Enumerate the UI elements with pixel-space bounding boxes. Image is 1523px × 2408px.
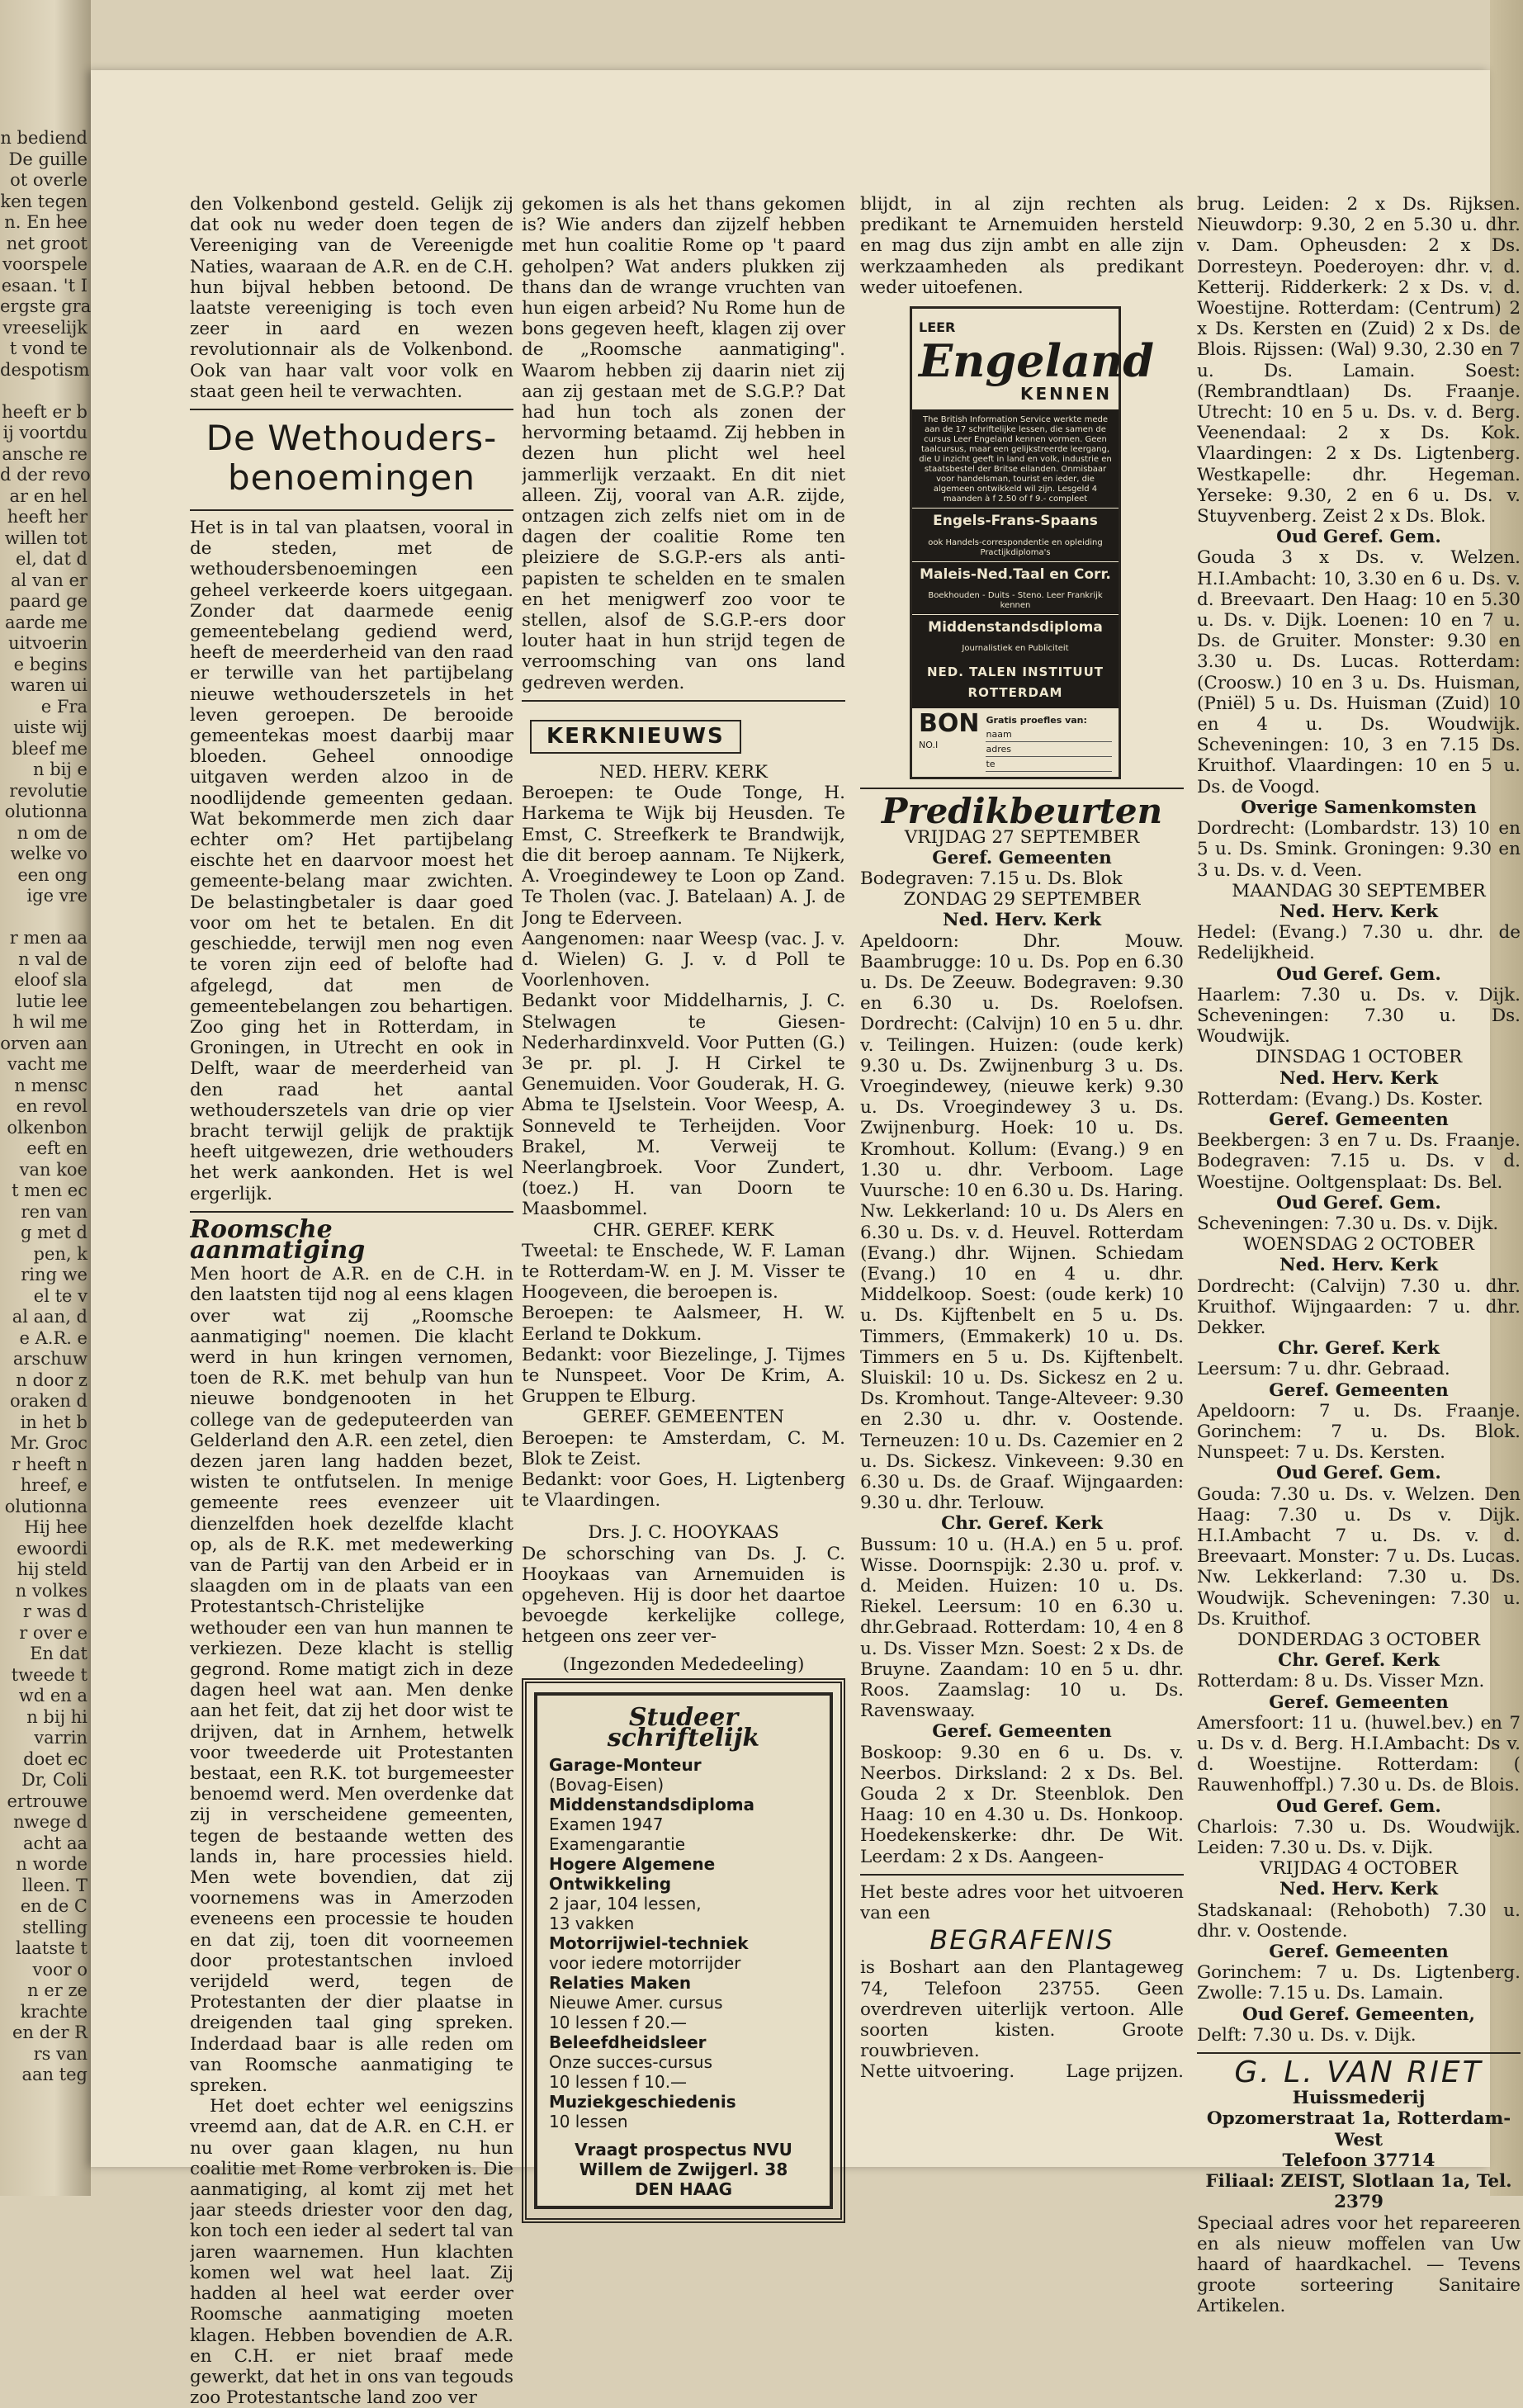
fragment-line: ij voortdu <box>2 423 88 442</box>
fragment-line: despotism <box>0 359 90 380</box>
ingezonden-label: (Ingezonden Mededeeling) <box>562 1653 805 1675</box>
fragment-line: varrin <box>34 1728 88 1748</box>
fragment-line: Hij hee <box>24 1517 88 1537</box>
schedule-heading: DINSDAG 1 OCTOBER <box>1255 1047 1463 1068</box>
schedule-heading: Geref. Gemeenten <box>1269 1109 1449 1130</box>
fragment-line: n volkes <box>15 1580 88 1601</box>
fragment-line: ren van <box>21 1201 88 1222</box>
fragment-line: uiste wij <box>13 717 88 737</box>
eng-coupon-left <box>919 709 980 772</box>
fragment-line: n bij e <box>33 759 88 779</box>
fragment-line: ergste gra <box>0 296 91 316</box>
eng-course-1: Engels-Frans-Spaans <box>912 508 1119 534</box>
divider <box>1197 2052 1521 2054</box>
ad-course-line: Nieuwe Amer. cursus <box>549 1993 723 2013</box>
schedule-entry: Beekbergen: 3 en 7 u. Ds. Fraanje. Bodegraven: 7.15 u. Ds. v d. Woestijne. Ooltgensplaat: Ds. Bel. <box>1197 1130 1521 1193</box>
article-wethouders-body: Het is in tal van plaatsen, vooral in de steden, met de wethoudersbenoemingen een geheel verkeerde koers uitgegaan. Zonder dat daarmede eenig gemeentebelang gediend werd, heeft de meerderheid van den raad er terwille van het partijbelang nieuwe wethouderszetels in het leven geroepen. De berooide gemeentekas moest daarbij maar bloeden. Geheel onnoodige uitgaven werden alzoo in de noodlijdende gemeenten gedaan. Wat bekommerde men zich daar echter om? Het partijbelang eischte het en daarvoor moest het gemeente-belang maar zwichten. De belastingbetaler is daar goed voor om het te betalen. En dit geschiedde, terwijl men nog even te voren zijn eed of belofte had afgelegd, dat men de gemeentebelangen zou behartigen. Zoo ging het in Rotterdam, in Groningen, in Utrecht en ook in Delft, waar de meerderheid van den raad het aantal wethouderszetels van drie op vier bracht terwijl gelijk de praktijk heeft uitgewezen, drie wethouders het werk aankonden. Het is wel ergerlijk. <box>190 518 513 1204</box>
divider <box>190 1211 513 1213</box>
ad-course-line: 13 vakken <box>549 1914 635 1934</box>
ad-course-line: Examengarantie <box>549 1834 685 1855</box>
fragment-line: in het b <box>20 1412 88 1432</box>
schedule-heading: Geref. Gemeenten <box>932 847 1112 868</box>
schedule-entry: Haarlem: 7.30 u. Ds. v. Dijk. Scheveningen: 7.30 u. Ds. Woudwijk. <box>1197 984 1521 1048</box>
fragment-line: r heeft n <box>12 1454 88 1474</box>
fragment-line: n val de <box>18 949 88 969</box>
schedule-heading: Chr. Geref. Kerk <box>1278 1650 1440 1672</box>
schedule-heading: Overige Samenkomsten <box>1241 797 1477 818</box>
fragment-line: t vond te <box>9 338 88 358</box>
engeland-advertisement <box>910 306 1155 779</box>
ad-course-line: (Bovag-Eisen) <box>549 1775 665 1795</box>
fragment-line: en de C <box>20 1896 88 1916</box>
fragment-line: nwege d <box>13 1812 88 1832</box>
schedule-entry: Apeldoorn: Dhr. Mouw. Baambrugge: 10 u. Ds. Pop en 6.30 u. Ds. De Zeeuw. Bodegraven: 9.30 en 6.30 u. Ds. Roelofsen. Dordrecht: (Calvijn) 10 en 5 u. dhr. v. Teilingen. Huizen: (oude kerk) 9.30 u. Ds. Zwijnenburg 3 u. Ds. Vroegindewey, (nieuwe kerk) 9.30 u. Ds. Vroegindewey 3 u. Ds. Zwijnenburg. Hoek: 10 u. Ds. Kromhout. Kollum: (Evang.) 9 en 1.30 u. dhr. Verboom. Lage Vuursche: 10 en 6.30 u. Ds. Haring. Nw. Lekkerland: 10 u. Ds Alers en 6.30 u. Ds. v. d. Heuvel. Rotterdam (Evang.) dhr. Wijnen. Schiedam (Evang.) 10 en 4 u. dhr. Middelkoop. Soest: (oude kerk) 10 u. Ds. Kijftenbelt en 5 u. Ds. Timmers, (Emmakerk) 10 u. Ds. Timmers en 5 u. Ds. Kijftenbelt. Sluiskil: 10 u. Ds. Sickesz en 2 u. Ds. Kromhout. Tange-Alteveer: 9.30 en 2.30 u. dhr. v. Oostende. Terneuzen: 10 u. Ds. Cazemier en 2 u. Ds. Sickesz. Vinkeveen: 9.30 en 6.30 u. Ds. de Graaf. Wijngaarden: 9.30 u. dhr. Terlouw. <box>860 930 1184 1514</box>
fragment-line: olutionna <box>4 802 88 821</box>
fragment-line: lleen. T <box>21 1875 88 1895</box>
fragment-line: tweede t <box>11 1664 88 1685</box>
schedule-entry: Stadskanaal: (Rehoboth) 7.30 u. dhr. v. Oostende. <box>1197 1899 1521 1942</box>
begrafenis-foot-right: Lage prijzen. <box>1066 2061 1184 2083</box>
fragment-line: paard ge <box>9 591 88 611</box>
schedule-heading: Geref. Gemeenten <box>1269 1691 1449 1713</box>
fragment-line: oraken d <box>10 1391 88 1411</box>
geref-bedankt: Bedankt: voor Goes, H. Ligtenberg te Vlaardingen. <box>522 1469 845 1512</box>
fragment-line: Mr. Groc <box>10 1433 88 1453</box>
fragment-line: De guille <box>8 149 88 169</box>
schedule-heading: Oud Geref. Gem. <box>1276 1795 1441 1817</box>
ad-course-line: Garage-Monteur <box>549 1755 702 1776</box>
divider <box>522 700 845 702</box>
fragment-line: el te v <box>33 1285 88 1306</box>
fragment-line: r was d <box>22 1601 88 1621</box>
eng-sub-2: Boekhouden - Duits - Steno. Leer Frankrijk kennen <box>928 590 1103 610</box>
fragment-line: ken tegen <box>0 191 88 211</box>
schedule-heading: Oud Geref. Gem. <box>1276 527 1441 548</box>
ad-course-line: Examen 1947 <box>549 1814 664 1835</box>
ad-course-line: 10 lessen <box>549 2112 628 2132</box>
eng-course-2: Maleis-Ned.Taal en Corr. <box>912 561 1119 588</box>
begrafenis-foot-left: Nette uitvoering. <box>860 2061 1015 2083</box>
fragment-line: d der revo <box>0 465 91 485</box>
fragment-line: ige vre <box>26 886 88 906</box>
fragment-line: welke vo <box>10 844 88 863</box>
fragment-line: el, dat d <box>15 549 88 569</box>
begrafenis-intro: Het beste adres voor het uitvoeren van een <box>860 1881 1184 1923</box>
eng-leer: LEER <box>919 319 956 336</box>
fragment-line: vreeselijk <box>2 317 88 338</box>
ad-course-line: 10 lessen f 10.— <box>549 2072 688 2093</box>
ad-course-line: Motorrijwiel-techniek <box>549 1933 749 1954</box>
eng-course-3: Middenstandsdiploma <box>912 614 1119 641</box>
begrafenis-heading: BEGRAFENIS <box>929 1924 1114 1956</box>
schedule-heading: Ned. Herv. Kerk <box>942 910 1102 931</box>
fragment-line: ertrouwe <box>7 1791 88 1811</box>
schedule-entry: Amersfoort: 11 u. (huwel.bev.) en 7 u. Ds v. d. Berg. H.I.Ambacht: Ds v. d. Woestijne. Rotterdam: ( Rauwenhoffpl.) 7.30 u. Ds. de Blois. <box>1197 1712 1521 1796</box>
fragment-line: revolutie <box>9 780 88 801</box>
schedule-heading: WOENSDAG 2 OCTOBER <box>1243 1234 1474 1256</box>
geref-beroepen: Beroepen: te Amsterdam, C. M. Blok te Zeist. <box>522 1427 845 1469</box>
eng-field-adres: adres <box>986 742 1112 757</box>
fragment-line: ar en hel <box>9 485 88 506</box>
newspaper-page <box>91 70 1521 2408</box>
van-riet-heading: G. L. VAN RIET <box>1234 2056 1483 2090</box>
chr-bedankt: Bedankt: voor Biezelinge, J. Tijmes te Nunspeet. Voor De Krim, A. Gruppen te Elburg. <box>522 1344 845 1407</box>
fragment-line: r men aa <box>9 928 88 948</box>
fragment-line: van koe <box>19 1159 88 1180</box>
schedule-entry: Boskoop: 9.30 en 6 u. Ds. v. Neerbos. Dirksland: 2 x Ds. Bel. Gouda 2 x Dr. Steenblok. Den Haag: 10 en 4.30 u. Ds. Honkoop. Hoedekenskerke: dhr. De Wit. Leerdam: 2 x Ds. Aangeen- <box>860 1742 1184 1867</box>
fragment-line: e A.R. e <box>19 1327 88 1348</box>
studeer-ad-inner <box>534 1692 833 2209</box>
ad-course-line: Muziekgeschiedenis <box>549 2092 736 2112</box>
fragment-line: en revol <box>16 1096 88 1116</box>
eng-coupon-fields <box>986 713 1112 772</box>
ad-city: DEN HAAG <box>634 2179 733 2200</box>
studeer-ad-courses <box>549 1755 818 2131</box>
ad-course-line: Beleefdheidsleer <box>549 2032 707 2053</box>
headline-wethouders: De Wethouders-benoemingen <box>206 418 498 499</box>
eng-field-naam: naam <box>986 727 1112 742</box>
predikbeurten-continued: brug. Leiden: 2 x Ds. Rijksen. Nieuwdorp: 9.30, 2 en 5.30 u. dhr. v. Dam. Opheusden: 2 x Ds. Dorresteyn. Poederoyen: dhr. v. d. Ketterij. Ridderkerk: 2 x Ds. v. d. Woestijne. Rotterdam: (Centrum) 2 x Ds. Kersten en (Zuid) 2 x Ds. de Blois. Rijssen: (Wal) 9.30, 2.30 en 7 u. Ds. Lamain. Soest: (Rembrandtlaan) Ds. Fraanje. Utrecht: 10 en 5 u. Ds. v. d. Berg. Veenendaal: 2 x Ds. Kok. Vlaardingen: 2 x Ds. Ligtenberg. Westkapelle: dhr. Hegeman. Yerseke: 9.30, 2 en 6 u. Ds. v. Stuyvenberg. Zeist 2 x Ds. Blok. <box>1197 194 1521 527</box>
fragment-line: e begins <box>13 654 88 674</box>
column-4 <box>1197 194 1521 2317</box>
left-page-fragment-column <box>0 128 91 2086</box>
article-roomsche-continued: gekomen is als het thans gekomen is? Wie anders dan zijzelf hebben met hun coalitie Rome op 't paard geholpen? Wat anders plukken zij thans dan de wrange vruchten van hun eigen arbeid? Nu Rome hun de bons gegeven heeft, klagen zij over de „Roomsche aanmatiging". Waarom hebben zij daarin niet zij aan zij gestaan met de S.G.P.? Dat had hun toch als zonen der hervorming betaamd. Zij hebben in dezen hun plicht wel heel jammerlijk verzaakt. En dit niet alleen. Zij, vooral van A.R. zijde, ontzagen zich zelfs niet om in de dagen der coalitie Rome ten pleiziere de S.G.P.-ers als anti-papisten te schelden en te smalen en het menigwerf zoo voor te stellen, alsof de S.G.P.-ers door louter haat in hun strijd tegen de verroomsching van ons land gedreven werden. <box>522 194 845 693</box>
nhk-beroepen: Beroepen: te Oude Tonge, H. Harkema te Wijk bij Heusden. Te Emst, C. Streefkerk te Brandwijk, die dit beroep aannam. Te Nijkerk, A. Vroegindewey te Loon op Zand. Te Tholen (vac. J. Batelaan) A. J. de Jong te Ederveen. <box>522 783 845 929</box>
schedule-entry: Rotterdam: (Evang.) Ds. Koster. <box>1197 1088 1483 1109</box>
chr-tweetal: Tweetal: te Enschede, W. F. Laman te Rotterdam-W. en J. M. Visser te Hoogeveen, die beroepen is. <box>522 1240 845 1303</box>
ad-course-line: voor iedere motorrijder <box>549 1953 741 1974</box>
fragment-line: acht aa <box>23 1833 88 1853</box>
fragment-line: n worde <box>16 1854 88 1874</box>
fragment-line: n mensc <box>14 1075 88 1095</box>
eng-brand: Engeland <box>919 334 1155 388</box>
ad-course-line: Ontwikkeling <box>549 1874 672 1895</box>
nhk-aangenomen: Aangenomen: naar Weesp (vac. J. v. d. Wielen) G. J. v. d Poll te Voorlenhoven. <box>522 928 845 991</box>
fragment-line: n door z <box>16 1370 88 1390</box>
column-3 <box>860 194 1184 2083</box>
fragment-line: ewoordi <box>17 1538 88 1559</box>
eng-bon-no: NO.I <box>919 739 939 750</box>
fragment-line: wd en a <box>18 1686 88 1705</box>
ad-course-line: Onze succes-cursus <box>549 2052 713 2073</box>
nhk-heading: NED. HERV. KERK <box>599 762 768 783</box>
fragment-line: al van er <box>11 570 88 590</box>
studeer-ad-title: Studeer schriftelijk <box>607 1702 760 1753</box>
schedule-heading: Oud Geref. Gem. <box>1276 1192 1441 1213</box>
fragment-line: heeft her <box>7 507 88 527</box>
schedule-heading: Geref. Gemeenten <box>932 1721 1112 1743</box>
schedule-entry: Gouda 3 x Ds. v. Welzen. H.I.Ambacht: 10, 3.30 en 6 u. Ds. v. d. Breevaart. Den Haag: 10 en 5.30 u. Ds. v. Dijk. Loenen: 10 en 7 u. Ds. de Gruiter. Monster: 9.30 en 3.30 u. Ds. Lucas. Rotterdam: (Croosw.) 10 en 3 u. Ds. Huisman, (Pniël) 5 u. Ds. Huisman (Zuid) 10 en 4 u. Ds. Woudwijk. Scheveningen: 10, 3 en 7.15 Ds. Kruithof. Vlaardingen: 10 en 5 u. Ds. de Voogd. <box>1197 547 1521 797</box>
eng-kennen: KENNEN <box>1019 384 1112 404</box>
fragment-line: ansche re <box>2 443 88 464</box>
ad-course-line: 2 jaar, 104 lessen, <box>549 1894 702 1914</box>
fragment-line: olkenbon <box>7 1117 88 1138</box>
schedule-entry: Charlois: 7.30 u. Ds. Woudwijk. Leiden: 7.30 u. Ds. v. Dijk. <box>1197 1816 1521 1859</box>
fragment-line: ot overle <box>10 170 88 190</box>
fragment-line: aan teg <box>21 2065 88 2084</box>
schedule-heading: MAANDAG 30 SEPTEMBER <box>1232 880 1486 901</box>
fragment-line: n om de <box>17 822 88 843</box>
fragment-line: esaan. 't I <box>1 275 88 296</box>
van-riet-text: Speciaal adres voor het repareeren en als nieuw moffelen van Uw haard of haardkachel. — Tevens groote sorteering Sanitaire Artikelen. <box>1197 2212 1521 2317</box>
column-2 <box>522 194 845 2226</box>
schedule-heading: Geref. Gemeenten <box>1269 1379 1449 1401</box>
divider <box>190 509 513 511</box>
schedule-entry: Gorinchem: 7 u. Ds. Ligtenberg. Zwolle: 7.15 u. Ds. Lamain. <box>1197 1962 1521 2004</box>
schedule-heading: Ned. Herv. Kerk <box>1279 1879 1439 1900</box>
fragment-line: heeft er b <box>2 401 88 422</box>
fragment-line: n. En hee <box>4 212 88 232</box>
fragment-line: hij steld <box>17 1559 88 1579</box>
fragment-line: e Fra <box>40 696 88 717</box>
fragment-line: olutionna <box>4 1496 88 1516</box>
eng-bon-free: Gratis proefles van: <box>986 715 1087 726</box>
fragment-line: krachte <box>20 2001 88 2022</box>
nhk-bedankt: Bedankt voor Middelharnis, J. C. Stelwagen te Giesen-Nederhardinxveld. Voor Putten (G.) 3e pr. pl. J. H Cirkel te Genemuiden. Voor Gouderak, H. G. Abma te IJselstein. Voor Weesp, A. Sonneveld te Terheijden. Voor Brakel, M. Verweij te Neerlangbroek. Voor Zundert, (toez.) H. van Doorn te Maasbommel. <box>522 991 845 1220</box>
schedule-heading: Chr. Geref. Kerk <box>1278 1338 1440 1360</box>
article-volkenbond-end: den Volkenbond gesteld. Gelijk zij dat ook nu weder doen tegen de Vereeniging van de Vereenigde Naties, waaraan de A.R. en de C.H. hun bijval hebben betoond. De laatste vereeniging is toch even zeer in aard en wezen revolutionnair als de Volkenbond. Ook van haar valt voor volk en staat geen heil te verwachten. <box>190 194 513 402</box>
schedule-heading: ZONDAG 29 SEPTEMBER <box>903 889 1141 911</box>
fragment-line: en der R <box>12 2022 88 2042</box>
fragment-line <box>0 381 91 402</box>
geref-gemeenten-heading: GEREF. GEMEENTEN <box>583 1407 784 1428</box>
schedule-entry: Hedel: (Evang.) 7.30 u. dhr. de Redelijkheid. <box>1197 922 1521 964</box>
fragment-line: waren ui <box>10 675 88 695</box>
fragment-line: pen, k <box>33 1243 88 1264</box>
predikbeurten-list-2 <box>1197 527 1521 2046</box>
fragment-line: uitvoerin <box>8 633 88 653</box>
fragment-line: stelling <box>22 1917 88 1937</box>
fragment-line: En dat <box>30 1644 88 1663</box>
schedule-heading: Oud Geref. Gemeenten, <box>1242 2004 1475 2025</box>
schedule-heading: Ned. Herv. Kerk <box>1279 901 1439 922</box>
fragment-line <box>0 907 91 929</box>
van-riet-address: Opzomerstraat 1a, Rotterdam-West <box>1206 2108 1511 2150</box>
fragment-line: voorspele <box>2 254 88 274</box>
ad-course-line: Middenstandsdiploma <box>549 1795 755 1815</box>
schedule-heading: Oud Geref. Gem. <box>1276 1463 1441 1484</box>
schedule-entry: Dordrecht: (Lombardstr. 13) 10 en 5 u. Ds. Smink. Groningen: 9.30 en 3 u. Ds. v. d. Veen. <box>1197 818 1521 881</box>
hooykaas-text: De schorsching van Ds. J. C. Hooykaas van Arnemuiden is opgeheven. Hij is door het daartoe bevoegde kerkelijke college, hetgeen ons zeer ver- <box>522 1543 845 1648</box>
fragment-line: g met d <box>20 1223 88 1242</box>
fragment-line: al aan, d <box>12 1307 88 1327</box>
fragment-line: hreef, e <box>20 1475 88 1495</box>
fragment-line: n er ze <box>27 1980 88 2000</box>
eng-description: The British Information Service werkte mede aan de 17 schriftelijke lessen, die samen de cursus Leer Engeland kennen vormen. Geen taalcursus, maar een gelijkstreerde leergang, die U inzicht geeft in land en volk, industrie en staatsbestel der Britse eilanden. Onmisbaar voor handelsman, tourist en ieder, die algemeen ontwikkeld wil zijn. Lesgeld 4 maanden à f 2.50 of f 9.- compleet <box>919 415 1112 504</box>
schedule-entry: Gouda: 7.30 u. Ds. v. Welzen. Den Haag: 7.30 u. Ds v. Dijk. H.I.Ambacht 7 u. Ds. v. d. Breevaart. Monster: 7 u. Ds. Lucas. Nw. Lekkerland: 7.30 u. Ds. Woudwijk. Scheveningen: 7.30 u. Ds. Kruithof. <box>1197 1483 1521 1630</box>
begrafenis-text: is Boshart aan den Plantageweg 74, Telefoon 23755. Geen overdreven uiterlijk vertoon. Alle soorten kisten. Groote rouwbrieven. <box>860 1957 1184 2062</box>
ad-course-line: 10 lessen f 20.— <box>549 2013 688 2033</box>
schedule-heading: Ned. Herv. Kerk <box>1279 1255 1439 1276</box>
fragment-line: doet ec <box>23 1748 88 1769</box>
fragment-line: net groot <box>6 233 88 253</box>
headline-roomsche-aanmatiging: Roomsche aanmatiging <box>190 1214 366 1265</box>
eng-coupon <box>912 708 1119 777</box>
article-roomsche-body-1: Men hoort de A.R. en de C.H. in den laatsten tijd nog al eens klagen over wat zij „Roomsche aanmatiging" noemen. Die klacht werd in hun kringen vernomen, toen de R.K. met behulp van hun nieuwe bondgenooten in het college van de gedeputeerden van Gelderland den A.R. een zetel, dien dezen jaren lang hadden bezet, wisten te ontfutselen. In menige gemeente rees evenzeer uit dienzelfden hoek dezelfde klacht op, als de R.K. met medewerking van de Partij van den Arbeid er in slaagden om in de plaats van een Protestantsch-Christelijke wethouder een van hun mannen te verkiezen. Deze klacht is stellig gegrond. Rome matigt zich in deze dagen heel wat aan. Men denke aan het feit, dat zij het door wist te drijven, dat in Arnhem, hetwelk voor tweederde uit Protestanten bestaat, een R.K. tot burgemeester benoemd werd. Men overdenke dat zij in verscheidene gemeenten, tegen de bestaande wetten des lands in, hare processies hield. Men wete bovendien, dat zij voornemens was in Amerzoden eveneens een processie te houden en dat zij, toen dit voorneemen door protestantschen invloed verijdeld werd, tegen de Protestanten der dier plaatse in dreigenden taal ging spreken. Inderdaad baar is alle reden om van Roomsche aanmatiging te spreken. <box>190 1264 513 2097</box>
fragment-line: arschuw <box>12 1349 88 1369</box>
fragment-line: Dr, Coli <box>21 1770 88 1790</box>
fragment-line: laatste t <box>16 1938 88 1958</box>
divider <box>860 788 1184 789</box>
fragment-line: vacht me <box>7 1054 88 1074</box>
schedule-heading: VRIJDAG 4 OCTOBER <box>1260 1858 1458 1880</box>
schedule-heading: DONDERDAG 3 OCTOBER <box>1237 1630 1480 1651</box>
schedule-entry: Leersum: 7 u. dhr. Gebraad. <box>1197 1359 1450 1380</box>
kerknieuws-heading: KERKNIEUWS <box>530 720 741 754</box>
van-riet-sub: Huissmederij <box>1292 2088 1426 2109</box>
van-riet-filiaal: Filiaal: ZEIST, Slotlaan 1a, Tel. 2379 <box>1205 2171 1512 2213</box>
column-1 <box>190 194 513 2408</box>
predikbeurten-list <box>860 827 1184 1867</box>
schedule-entry: Bodegraven: 7.15 u. Ds. Blok <box>860 868 1123 890</box>
schedule-heading: VRIJDAG 27 SEPTEMBER <box>904 826 1140 848</box>
schedule-entry: Dordrecht: (Calvijn) 7.30 u. dhr. Kruithof. Wijngaarden: 7 u. dhr. Dekker. <box>1197 1275 1521 1338</box>
hooykaas-heading: Drs. J. C. HOOYKAAS <box>588 1522 779 1544</box>
begrafenis-footer <box>860 2061 1184 2082</box>
schedule-entry: Rotterdam: 8 u. Ds. Visser Mzn. <box>1197 1671 1485 1692</box>
fragment-line: bleef me <box>12 738 88 759</box>
eng-field-te: te <box>986 757 1112 772</box>
fragment-line: t men ec <box>12 1180 88 1200</box>
chr-geref-heading: CHR. GEREF. KERK <box>593 1219 774 1241</box>
fragment-line: h wil me <box>12 1012 88 1032</box>
ad-prospectus: Vraagt prospectus NVU <box>575 2140 792 2160</box>
ad-course-line: Hogere Algemene <box>549 1854 716 1875</box>
fragment-line: rs van <box>33 2043 88 2064</box>
eng-sub-3: Journalistiek en Publiciteit <box>962 644 1069 654</box>
article-roomsche-body-2: Het doet echter wel eenigszins vreemd aan, dat de A.R. en C.H. er nu over gaan klagen, nu hun coalitie met Rome verbroken is. Die aanmatiging, al komt zij met het jaar steeds driester voor den dag, kon toch een ieder al sedert tal van jaren waarnemen. Hun klachten komen wel wat heel laat. Zij hadden al heel wat eerder over Roomsche aanmatiging moeten klagen. Hebben bovendien de A.R. en C.H. er niet braaf mede gewerkt, dat het in ons van tegouds zoo Protestantsche land zoo ver <box>190 2096 513 2408</box>
schedule-heading: Ned. Herv. Kerk <box>1279 1067 1439 1089</box>
schedule-heading: Chr. Geref. Kerk <box>941 1513 1103 1535</box>
fragment-line: willen tot <box>4 527 88 548</box>
engeland-ad-header <box>912 309 1155 412</box>
schedule-heading: Oud Geref. Gem. <box>1276 963 1441 985</box>
predikbeurten-heading: Predikbeurten <box>881 791 1163 832</box>
fragment-line: n bediend <box>0 128 88 148</box>
fragment-line: aarde me <box>5 612 88 632</box>
van-riet-phone: Telefoon 37714 <box>1282 2150 1435 2171</box>
hooykaas-continued: blijdt, in al zijn rechten als predikant te Arnemuiden hersteld en mag dus zijn ambt en alle zijn werkzaamheden als predikant weder uitoefenen. <box>860 194 1184 298</box>
schedule-entry: Apeldoorn: 7 u. Ds. Fraanje. Gorinchem: 7 u. Ds. Blok. Nunspeet: 7 u. Ds. Kersten. <box>1197 1400 1521 1464</box>
schedule-entry: Delft: 7.30 u. Ds. v. Dijk. <box>1197 2024 1417 2046</box>
schedule-entry: Bussum: 10 u. (H.A.) en 5 u. prof. Wisse. Doornspijk: 2.30 u. prof. v. d. Meiden. Huizen: 10 u. Ds. Riekel. Leersum: 10 en 6.30 u. dhr.Gebraad. Rotterdam: 10, 4 en 8 u. Ds. Visser Mzn. Soest: 2 x Ds. de Bruyne. Zaandam: 10 en 5 u. dhr. Roos. Zaamslag: 10 u. Ds. Ravenswaay. <box>860 1534 1184 1722</box>
eng-sub-1: ook Handels-correspondentie en opleiding Practijkdiploma's <box>928 537 1103 557</box>
eng-institute: NED. TALEN INSTITUUT ROTTERDAM <box>912 657 1119 708</box>
ad-address: Willem de Zwijgerl. 38 <box>579 2160 788 2180</box>
fragment-line: voor o <box>32 1959 88 1980</box>
chr-beroepen: Beroepen: te Aalsmeer, H. W. Eerland te Dokkum. <box>522 1303 845 1345</box>
eng-bon-title: BON <box>919 709 980 739</box>
fragment-line: eloof sla <box>14 970 88 990</box>
fragment-line: ring we <box>21 1265 88 1284</box>
fragment-line: eeft en <box>26 1138 88 1158</box>
schedule-heading: Geref. Gemeenten <box>1269 1942 1449 1963</box>
schedule-entry: Scheveningen: 7.30 u. Ds. v. Dijk. <box>1197 1213 1499 1234</box>
fragment-line: r over e <box>19 1622 88 1643</box>
fragment-line: n bij hi <box>26 1706 88 1727</box>
fragment-line: een ong <box>17 864 88 885</box>
ad-course-line: Relaties Maken <box>549 1973 692 1994</box>
divider <box>860 1874 1184 1876</box>
divider <box>190 409 513 410</box>
fragment-line: orven aan <box>0 1033 88 1053</box>
studeer-advertisement <box>522 1678 845 2223</box>
fragment-line: lutie lee <box>16 991 88 1011</box>
